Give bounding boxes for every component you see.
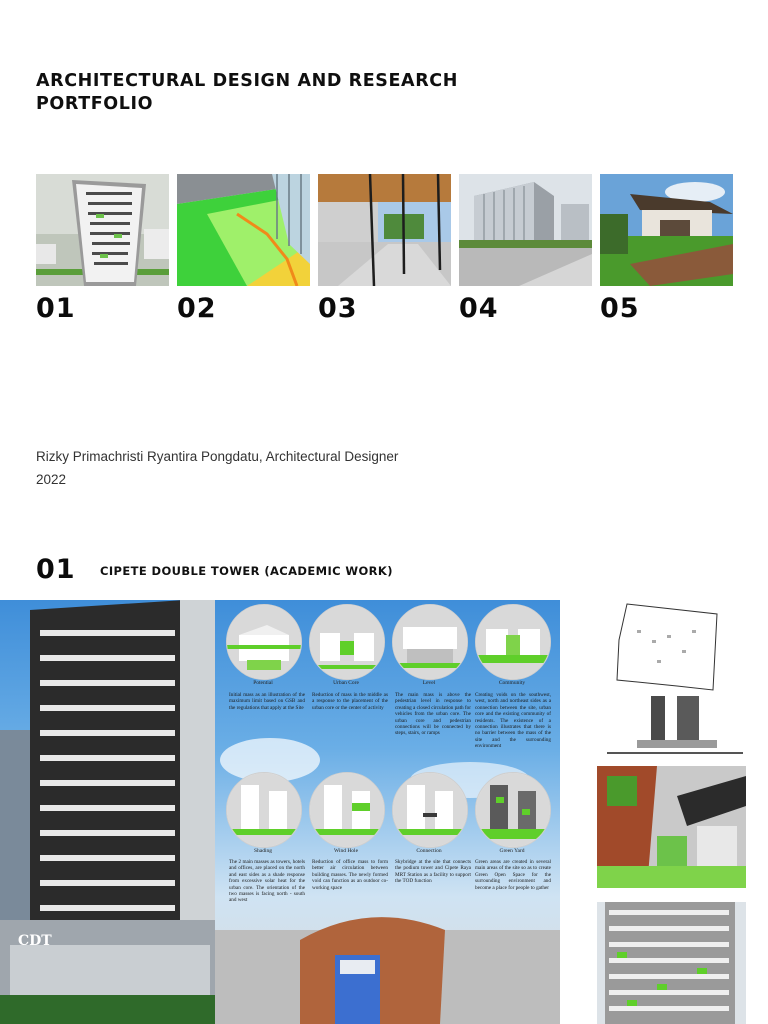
- tower-closeup-rendering: [597, 902, 746, 1024]
- diagram-text-community: Creating voids on the southwest, west, north and northeast sides as a connection between the site, urban core and the existing community of residents. The existence of a connection illustrates that there is no barrier between the mass of the site and the surrounding environment: [475, 692, 551, 750]
- diagram-urban-core: [309, 604, 385, 680]
- diagram-label-urban-core: Urban Core: [333, 680, 359, 686]
- diagram-text-connection: Skybridge at the site that connects the podium tower and Cipete Raya MRT Station as a facility to support the TOD function: [395, 859, 471, 885]
- diagram-potential: [226, 604, 302, 680]
- diagram-shading: [226, 772, 302, 848]
- section-title: CIPETE DOUBLE TOWER (ACADEMIC WORK): [100, 564, 393, 578]
- diagram-community: [475, 604, 551, 680]
- title-line-1: ARCHITECTURAL DESIGN AND RESEARCH: [36, 71, 458, 91]
- diagram-label-wind-hole: Wind Hole: [333, 848, 359, 854]
- portfolio-year: 2022: [36, 472, 67, 487]
- project-number-04: 04: [459, 293, 499, 324]
- diagram-label-connection: Connection: [416, 848, 442, 854]
- project-number-03: 03: [318, 293, 358, 324]
- page-title: [36, 70, 636, 116]
- diagram-label-community: Community: [498, 680, 526, 686]
- title-line-2: PORTFOLIO: [36, 94, 154, 114]
- diagram-text-wind-hole: Reduction of office mass to form better air circulation between building masses. The newly formed void can function as an outdoor co-working space: [312, 859, 388, 891]
- diagram-text-green-yard: Green areas are created in several main areas of the site so as to create Green Open Space for the surrounding environment and become a place for people to gather: [475, 859, 551, 891]
- project-04-image[interactable]: [459, 174, 592, 286]
- diagram-label-potential: Potential: [253, 680, 273, 686]
- diagram-level: [392, 604, 468, 680]
- diagram-label-level: Level: [422, 680, 436, 686]
- author-credit: Rizky Primachristi Ryantira Pongdatu, Architectural Designer: [36, 449, 399, 464]
- building-sign: CDT: [18, 933, 52, 949]
- project-number-05: 05: [600, 293, 640, 324]
- project-number-02: 02: [177, 293, 217, 324]
- diagram-text-urban-core: Reduction of mass in the middle as a response to the placement of the urban core or the center of activity: [312, 692, 388, 711]
- diagram-label-shading: Shading: [253, 848, 273, 854]
- project-03-image[interactable]: [318, 174, 451, 286]
- project-05-image[interactable]: [600, 174, 733, 286]
- project-02-image[interactable]: [177, 174, 310, 286]
- diagram-wind-hole: [309, 772, 385, 848]
- diagram-text-level: The main mass is above the pedestrian level in response to creating a closed circulation path for vehicles from the urban core. The urban core and pedestrian connections will be connected by steps, stairs, or ramps: [395, 692, 471, 737]
- diagram-green-yard: [475, 772, 551, 848]
- project-number-01: 01: [36, 293, 76, 324]
- site-plan-drawing: [597, 600, 746, 760]
- aerial-rendering: [597, 766, 746, 888]
- section-number: 01: [36, 554, 76, 585]
- diagram-text-potential: Initial mass as an illustration of the maximum limit based on GSB and the regulations that apply at the Site: [229, 692, 305, 711]
- project-board-image: [0, 600, 560, 1024]
- diagram-text-shading: The 2 main masses as towers, hotels and offices, are placed on the north and east sides as a shade response from excessive solar heat for the urban core. The orientation of the two masses is facing north - south and west: [229, 859, 305, 904]
- diagram-connection: [392, 772, 468, 848]
- project-01-image[interactable]: [36, 174, 169, 286]
- diagram-label-green-yard: Green Yard: [499, 848, 525, 854]
